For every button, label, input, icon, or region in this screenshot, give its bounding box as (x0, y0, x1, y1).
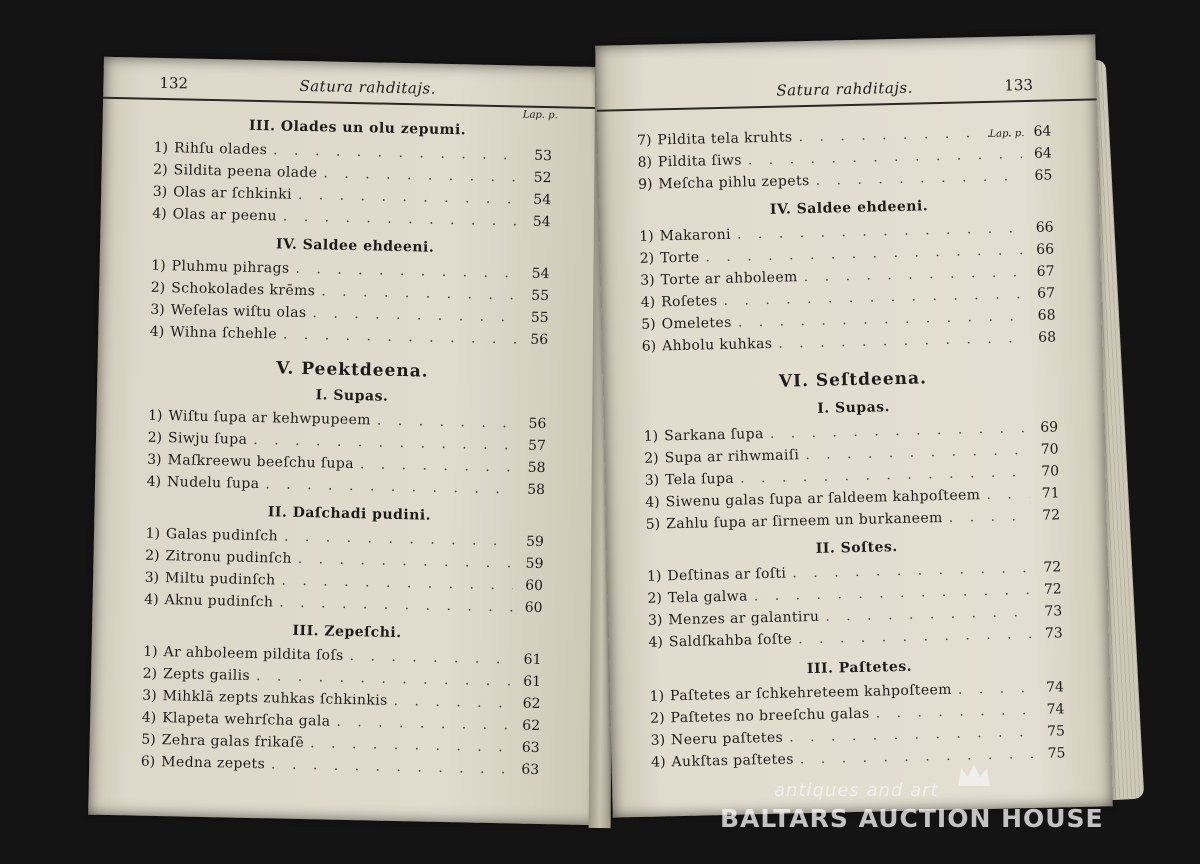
list-item: 1) Galas pudinſch . . . 59 (134, 525, 544, 556)
list-item: 3) Maſkreewu beeſchu ſupa . . . 58 (135, 451, 545, 482)
section-heading: III. Zepeſchi. (292, 622, 402, 642)
list-item: 2) Tela galwa . . . 72 (636, 581, 1062, 613)
section-heading: III. Paſtetes. (806, 658, 913, 678)
list-item: 4) Siwenu galas ſupa ar ſaldeem kahpoſteem . . . 71 (634, 485, 1060, 517)
list-item: 2) Sildita peena olade . . . 52 (141, 162, 551, 193)
list-item: 4) Roſetes . . . 67 (629, 285, 1055, 317)
list-item: 5) Zehra galas frikaſē . . . 63 (129, 731, 539, 762)
list-item: 4) Olas ar peenu . . . 54 (140, 206, 550, 237)
list-item: 4) Aknu pudinſch . . . 60 (132, 591, 542, 622)
list-item: 4) Klapeta wehrſcha gala . . . 62 (130, 709, 540, 740)
list-item: 3) Menzes ar galantiru . . . 73 (636, 603, 1062, 635)
list-item: 4) Aukſtas paſtetes . . . 75 (639, 745, 1065, 777)
auction-house-watermark (720, 776, 1140, 856)
day-heading: VI. Seſtdeena. (778, 368, 928, 392)
crown-icon (956, 762, 992, 788)
list-item: 3) Mihklā zepts zuhkas ſchkinkis . . . 62 (130, 687, 540, 718)
right-header (596, 72, 1097, 111)
list-item: 3) Olas ar ſchkinki . . . 54 (141, 184, 551, 215)
list-item: 1) Wiſtu ſupa ar kehwpupeem . . . 56 (136, 408, 546, 439)
right-page-number: 133 (1004, 75, 1034, 95)
list-item: 3) Weſelas wiſtu olas . . . 55 (138, 302, 548, 333)
section-heading: I. Supas. (315, 387, 389, 405)
list-item: 1) Sarkana ſupa . . . 69 (632, 419, 1058, 451)
list-item: 8) Pildita ſiws . . . 64 (626, 145, 1052, 177)
section-heading: II. Soſtes. (815, 539, 898, 557)
left-header (103, 71, 613, 110)
list-item: 3) Neeru paſtetes . . . 75 (639, 723, 1065, 755)
list-item: 2) Paſtetes no breeſchu galas . . . 74 (638, 701, 1064, 733)
watermark-tagline: antiques and art (774, 780, 939, 801)
list-item: 4) Saldſkahba ſoſte . . . 73 (637, 625, 1063, 657)
list-item: 3) Torte ar ahboleem . . . 67 (628, 263, 1054, 295)
list-item: 2) Schokolades krēms . . . 55 (139, 280, 549, 311)
section-heading: III. Olades un olu zepumi. (248, 117, 467, 139)
list-item: 2) Siwju ſupa . . . 57 (136, 429, 546, 460)
list-item: 1) Deſtinas ar ſoſti . . . 72 (635, 559, 1061, 591)
list-item: 4) Nudelu ſupa . . . 58 (135, 473, 545, 504)
list-item: 2) Zitronu pudinſch . . . 59 (133, 547, 543, 578)
list-item: 6) Medna zepets . . . 63 (129, 753, 539, 784)
day-heading: V. Peektdeena. (276, 358, 429, 382)
list-item: 2) Torte . . . 66 (628, 241, 1054, 273)
list-item: 5) Omeletes . . . 68 (629, 307, 1055, 339)
right-header-title: Satura rahditajs. (776, 78, 914, 100)
list-item: 6) Ahbolu kuhkas . . . 68 (630, 329, 1056, 361)
left-page-number: 132 (159, 73, 189, 93)
left-header-title: Satura rahditajs. (299, 76, 437, 98)
section-heading: IV. Saldee ehdeeni. (769, 198, 929, 218)
list-item: 3) Miltu pudinſch . . . 60 (133, 569, 543, 600)
list-item: 5) Zahlu ſupa ar ſirneem un burkaneem . . . 72 (634, 507, 1060, 539)
right-lap-label: Lap. p. (989, 128, 1025, 140)
list-item: 1) Paſtetes ar ſchkehreteem kahpoſteem . . . 74 (638, 679, 1064, 711)
section-heading: I. Supas. (817, 399, 891, 417)
list-item: 2) Supa ar rihwmaiſi . . . 70 (633, 441, 1059, 473)
list-item: 4) Wihna ſchehle . . . 56 (138, 324, 548, 355)
list-item: 1) Makaroni . . . 66 (627, 219, 1053, 251)
right-page (595, 34, 1112, 817)
section-heading: II. Daſchadi pudini. (267, 504, 432, 524)
left-page (88, 57, 614, 826)
list-item: 1) Pluhmu pihrags . . . 54 (139, 258, 549, 289)
list-item: 1) Rihſu olades . . . 53 (142, 140, 552, 171)
watermark-name: BALTARS AUCTION HOUSE (720, 804, 1104, 833)
list-item: 3) Tela ſupa . . . 70 (633, 463, 1059, 495)
list-item: 2) Zepts gailis . . . 61 (131, 665, 541, 696)
section-heading: IV. Saldee ehdeeni. (275, 236, 435, 256)
list-item: 1) Ar ahboleem pildita ſoſs . . . 61 (131, 643, 541, 674)
left-lap-label: Lap. p. (522, 109, 558, 122)
list-item: 7) Pildita tela kruhts . . . 64 (625, 123, 1051, 155)
list-item: 9) Meſcha pihlu zepets . . . 65 (626, 167, 1052, 199)
